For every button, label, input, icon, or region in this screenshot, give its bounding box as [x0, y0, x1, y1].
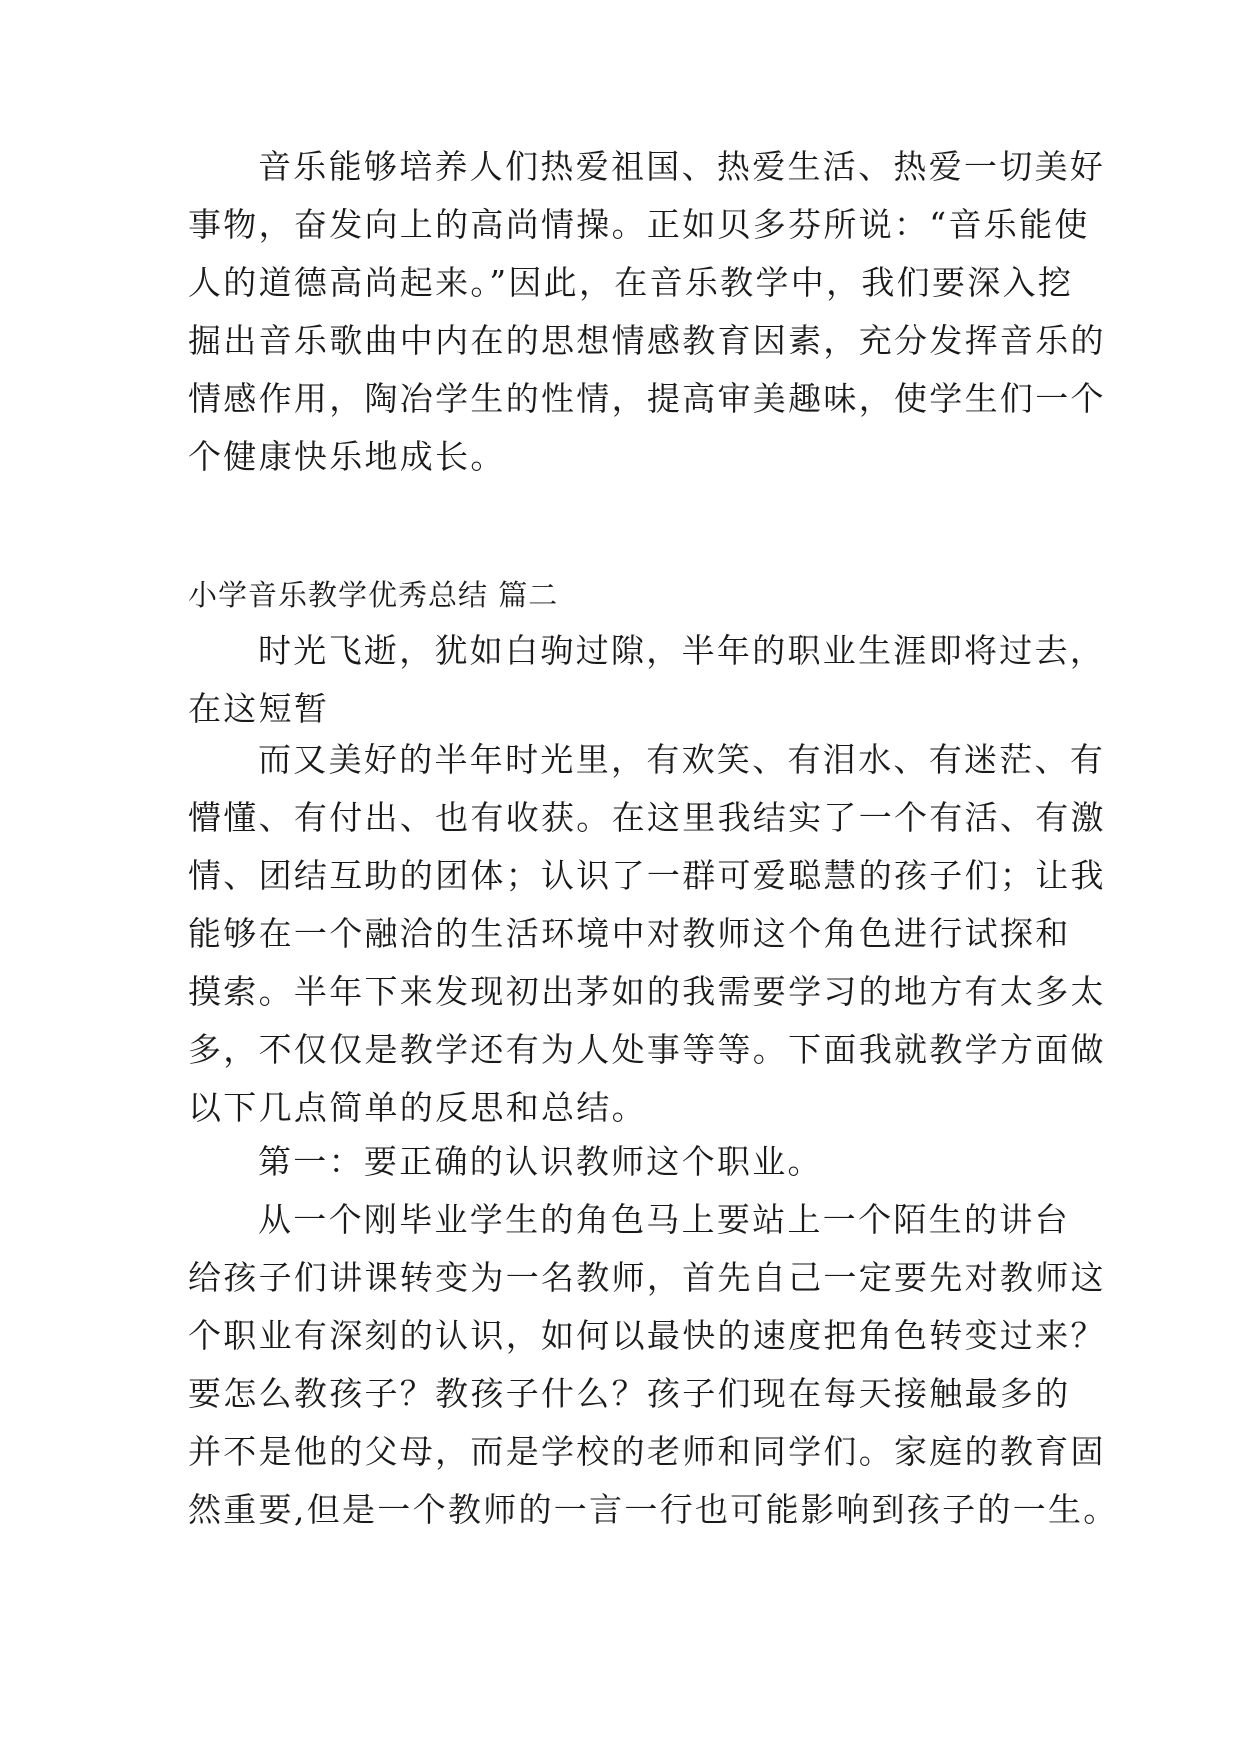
text-line: 人的道德高尚起来。”因此，在音乐教学中，我们要深入挖	[188, 263, 1074, 302]
text-line: 能够在一个融洽的生活环境中对教师这个角色进行试探和	[188, 914, 1071, 953]
paragraph-point-one	[188, 1133, 1058, 1191]
text-line: 懵懂、有付出、也有收获。在这里我结实了一个有活、有激	[188, 798, 1106, 837]
section-heading	[188, 566, 1058, 624]
text-line: 摸索。半年下来发现初出茅如的我需要学习的地方有太多太	[188, 972, 1106, 1011]
text-line: 掘出音乐歌曲中内在的思想情感教育因素，充分发挥音乐的	[188, 321, 1106, 360]
text-line: 个健康快乐地成长。	[188, 437, 506, 476]
text-line: 个职业有深刻的认识，如何以最快的速度把角色转变过来？	[188, 1316, 1106, 1355]
text-line: 情感作用，陶冶学生的性情，提高审美趣味，使学生们一个	[188, 379, 1106, 418]
section-title: 小学音乐教学优秀总结 篇二	[188, 578, 559, 612]
text-line: 从一个刚毕业学生的角色马上要站上一个陌生的讲台	[258, 1200, 1070, 1239]
text-line: 给孩子们讲课转变为一名教师，首先自己一定要先对教师这	[188, 1258, 1106, 1297]
text-line: 情、团结互助的团体；认识了一群可爱聪慧的孩子们；让我	[188, 856, 1106, 895]
text-line: 时光飞逝，犹如白驹过隙，半年的职业生涯即将过去，	[258, 631, 1106, 670]
text-line: 事物，奋发向上的高尚情操。正如贝多芬所说：“音乐能使	[188, 205, 1090, 244]
text-line: 第一：要正确的认识教师这个职业。	[258, 1142, 823, 1181]
text-line: 要怎么教孩子？教孩子什么？孩子们现在每天接触最多的	[188, 1374, 1071, 1413]
paragraph-role-change	[188, 1191, 1119, 1539]
text-line: 而又美好的半年时光里，有欢笑、有泪水、有迷茫、有	[258, 740, 1106, 779]
text-line: 在这短暂	[188, 689, 330, 728]
text-line: 然重要,但是一个教师的一言一行也可能影响到孩子的一生。	[188, 1490, 1119, 1529]
text-line: 并不是他的父母，而是学校的老师和同学们。家庭的教育固	[188, 1432, 1106, 1471]
paragraph-intro	[188, 622, 1106, 738]
text-line: 多，不仅仅是教学还有为人处事等等。下面我就教学方面做	[188, 1030, 1106, 1069]
text-line: 以下几点简单的反思和总结。	[188, 1088, 647, 1127]
paragraph-music-education	[188, 138, 1106, 486]
paragraph-reflection	[188, 731, 1106, 1137]
text-line: 音乐能够培养人们热爱祖国、热爱生活、热爱一切美好	[258, 147, 1106, 186]
